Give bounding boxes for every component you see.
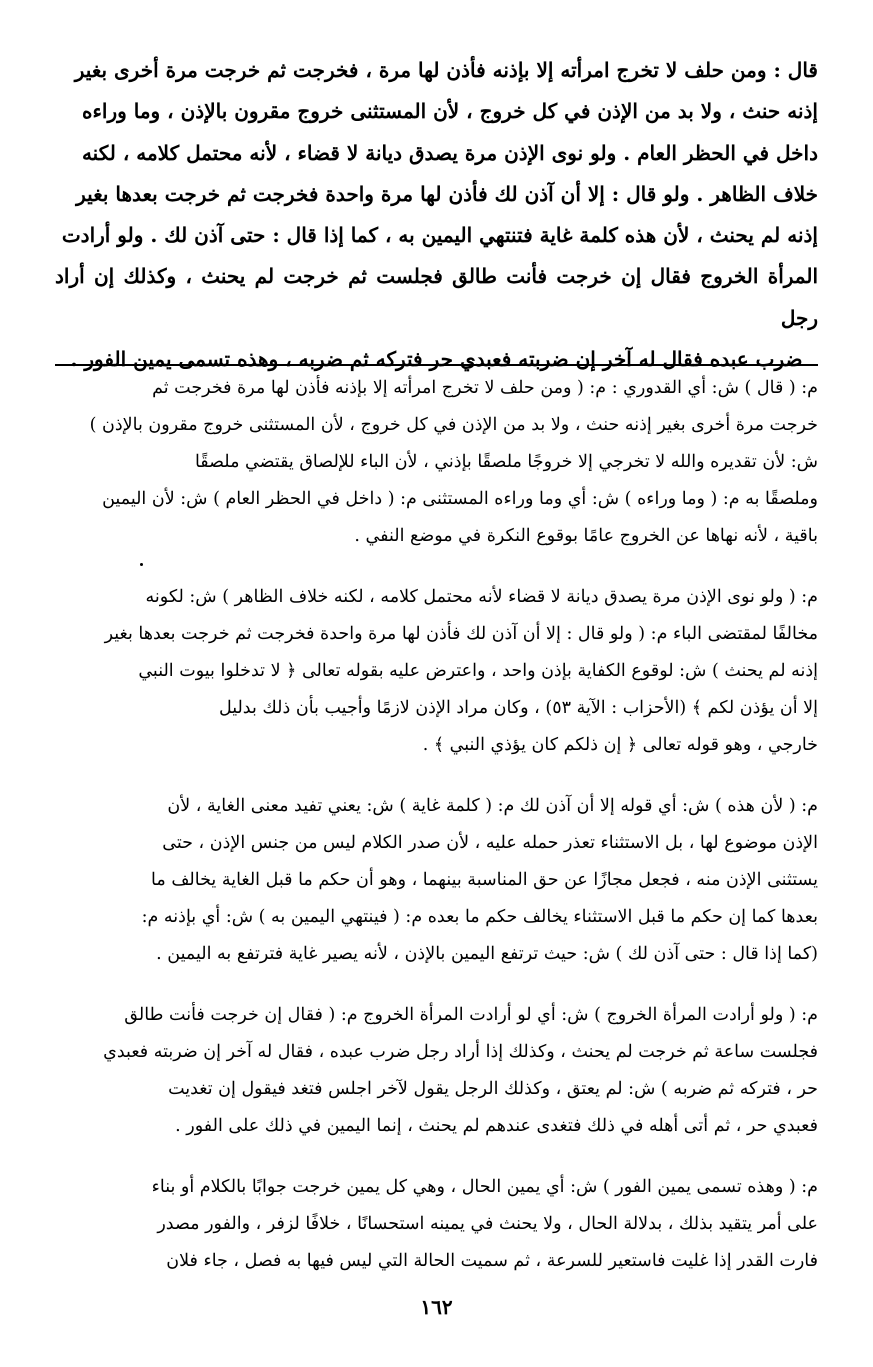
main-text-line: قال : ومن حلف لا تخرج امرأته إلا بإذنه فأذن لها مرة ، فخرجت ثم خرجت مرة أخرى بغير — [74, 58, 818, 82]
main-text-line: إذنه لم يحنث ، لأن هذه كلمة غاية فتنتهي اليمين به ، كما إذا قال : حتى آذن لك . ولو أرادت — [61, 223, 818, 248]
commentary-paragraph — [55, 788, 818, 973]
commentary-line: خارجي ، وهو قوله تعالى ﴿ إن ذلكم كان يؤذي النبي ﴾ . — [422, 735, 818, 755]
stray-dot — [140, 563, 143, 566]
paragraph-gap — [55, 1145, 818, 1169]
commentary-line: باقية ، لأنه نهاها عن الخروج عامًا بوقوع النكرة في موضع النفي . — [354, 526, 818, 546]
commentary-line: ش: لأن تقديره والله لا تخرجي إلا خروجًا ملصقًا بإذني ، لأن الباء للإلصاق يقتضي ملصقًا — [194, 452, 818, 472]
commentary-line: يستثنى الإذن منه ، فجعل مجازًا عن حق المناسبة بينهما ، وهو أن حكم ما قبل الغاية يخالف ما — [151, 870, 818, 890]
commentary-line: إلا أن يؤذن لكم ﴾ (الأحزاب : الآية ٥٣) ، وكان مراد الإذن لازمًا وأجيب بأن ذلك بدليل — [218, 698, 818, 718]
commentary-paragraph — [55, 1169, 818, 1280]
commentary-line: م: ( وهذه تسمى يمين الفور ) ش: أي يمين الحال ، وهي كل يمين خرجت جوابًا بالكلام أو بناء — [151, 1177, 818, 1197]
commentary-line: فارت القدر إذا غليت فاستعير للسرعة ، ثم سميت الحالة التي ليس فيها به فصل ، جاء فلان — [166, 1251, 818, 1271]
commentary-line: إذنه لم يحنث ) ش: لوقوع الكفاية بإذن واحد ، واعترض عليه بقوله تعالى ﴿ لا تدخلوا بيوت النبي — [138, 661, 818, 681]
commentary-paragraph — [55, 997, 818, 1145]
commentary-line: وملصقًا به م: ( وما وراءه ) ش: أي وما وراءه المستثنى م: ( داخل في الحظر العام ) ش: لأن اليمين — [102, 489, 818, 509]
commentary-line: فجلست ساعة ثم خرجت لم يحنث ، وكذلك إذا أراد رجل ضرب عبده ، فقال له آخر إن ضربته فعبدي — [103, 1042, 818, 1062]
commentary-paragraph — [55, 579, 818, 764]
commentary-line: مخالفًا لمقتضى الباء م: ( ولو قال : إلا أن آذن لك فأذن لها مرة واحدة فخرجت ثم خرجت بعدها بغير — [104, 624, 818, 644]
commentary — [55, 370, 818, 1280]
paragraph-gap — [55, 764, 818, 788]
main-text-line: داخل في الحظر العام . ولو نوى الإذن مرة يصدق ديانة لا قضاء ، لأنه محتمل كلامه ، لكنه — [81, 140, 818, 165]
main-text-line: ضرب عبده فقال له آخر إن ضربته فعبدي حر فتركه ثم ضربه ، وهذه تسمى يمين الفور . — [70, 347, 803, 372]
commentary-line: على أمر يتقيد بذلك ، بدلالة الحال ، ولا يحنث في يمينه استحسانًا ، خلافًا لزفر ، والفور مصدر — [157, 1214, 818, 1234]
commentary-line: م: ( ولو أرادت المرأة الخروج ) ش: أي لو أرادت المرأة الخروج م: ( فقال إن خرجت فأنت طالق — [124, 1005, 818, 1025]
commentary-line: م: ( قال ) ش: أي القدوري : م: ( ومن حلف لا تخرج امرأته إلا بإذنه فأذن لها مرة فخرجت ثم — [152, 378, 818, 398]
paragraph-gap — [55, 555, 818, 579]
commentary-line: حر ، فتركه ثم ضربه ) ش: لم يعتق ، وكذلك الرجل يقول لآخر اجلس فتغد فيقول إن تغديت — [168, 1079, 818, 1099]
main-text — [55, 50, 819, 372]
commentary-line: فعبدي حر ، ثم أتى أهله في ذلك فتغدى عندهم لم يحنث ، إنما اليمين في ذلك على الفور . — [175, 1116, 818, 1136]
main-text-line: خلاف الظاهر . ولو قال : إلا أن آذن لك فأذن لها مرة واحدة فخرجت ثم خرجت بعدها بغير — [76, 181, 818, 206]
main-text-line: إذنه حنث ، ولا بد من الإذن في كل خروج ، لأن المستثنى خروج مقرون بالإذن ، وما وراءه — [82, 99, 818, 124]
commentary-line: بعدها كما إن حكم ما قبل الاستثناء يخالف حكم ما بعده م: ( فينتهي اليمين به ) ش: أي بإذنه م: — [141, 907, 818, 927]
commentary-line: خرجت مرة أخرى بغير إذنه حنث ، ولا بد من الإذن في كل خروج ، لأن المستثنى خروج مقرون بالإذن ) — [89, 415, 818, 435]
paragraph-gap — [55, 973, 818, 997]
commentary-line: م: ( لأن هذه ) ش: أي قوله إلا أن آذن لك م: ( كلمة غاية ) ش: يعني تفيد معنى الغاية ، لأن — [167, 796, 818, 816]
commentary-line: (كما إذا قال : حتى آذن لك ) ش: حيث ترتفع اليمين بالإذن ، لأنه يصير غاية فترتفع به اليمين . — [156, 944, 818, 964]
main-text-line: المرأة الخروج فقال إن خرجت فأنت طالق فجلست ثم خرجت لم يحنث ، وكذلك إن أراد رجل — [55, 264, 819, 330]
commentary-line: الإذن موضوع لها ، بل الاستثناء تعذر حمله عليه ، لأن صدر الكلام ليس من جنس الإذن ، حتى — [162, 833, 818, 853]
page-number: ١٦٢ — [420, 1295, 453, 1319]
commentary-line: م: ( ولو نوى الإذن مرة يصدق ديانة لا قضاء لأنه محتمل كلامه ، لكنه خلاف الظاهر ) ش: لكونه — [145, 587, 818, 607]
commentary-paragraph — [55, 370, 818, 555]
